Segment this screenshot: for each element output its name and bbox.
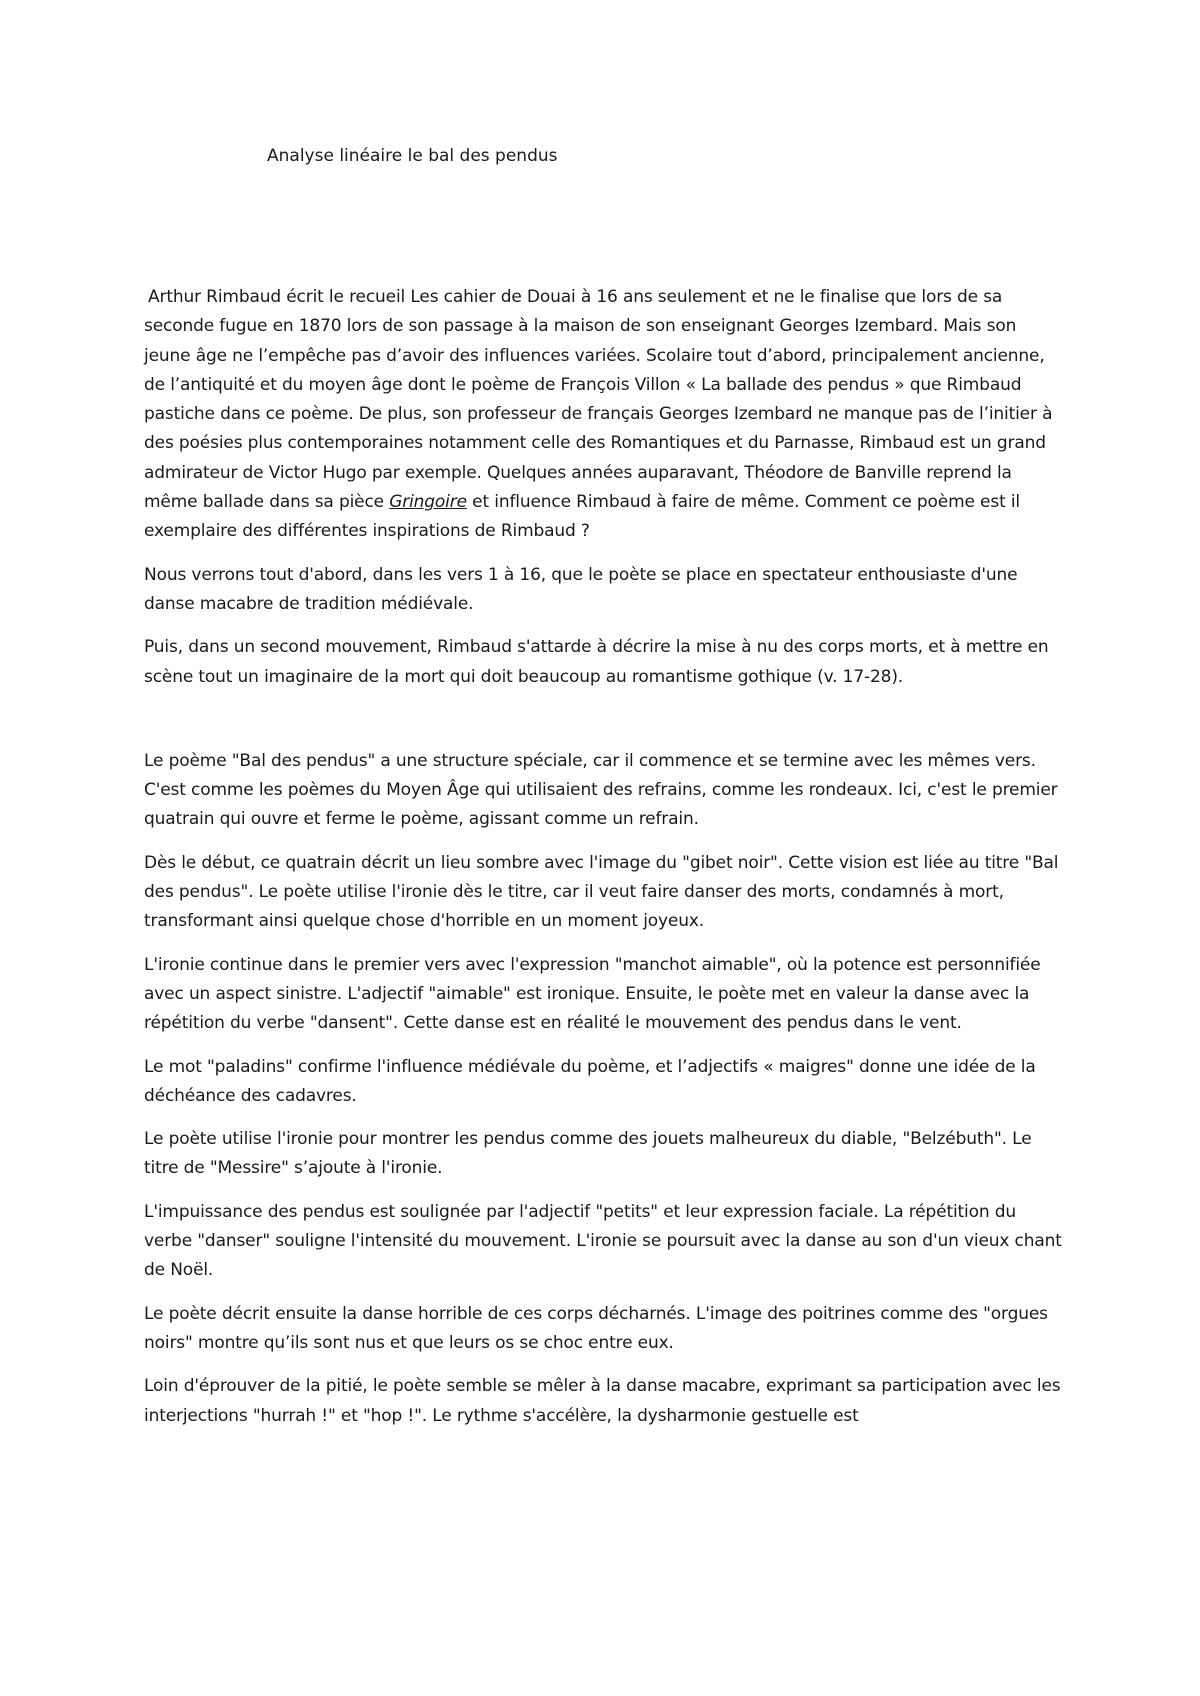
intro-text-start: Arthur Rimbaud écrit le recueil Les cahier de Douai à 16 ans seulement et ne le finalise que lors de sa seconde fugue en 1870 lors de son passage à la maison de son enseignant Georges Izembard. Mais son jeune âge ne l’empêche pas d’avoir des influences variées. Scolaire tout d’abord, principalement ancienne, de l’antiquité et du moyen âge dont le poème de François Villon « La ballade des pendus » que Rimbaud pastiche dans ce poème. De plus, son professeur de français Georges Izembard ne manque pas de l’initier à des poésies plus contemporaines notamment celle des Romantiques et du Parnasse, Rimbaud est un grand admirateur de Victor Hugo par exemple. Quelques années auparavant, Théodore de Banville reprend la même ballade dans sa pièce bbox=[144, 287, 1053, 513]
document-body bbox=[144, 283, 1064, 1431]
analysis-paragraph-1: Le poème "Bal des pendus" a une structure spéciale, car il commence et se termine avec les mêmes vers. C'est comme les poèmes du Moyen Âge qui utilisaient des refrains, comme les rondeaux. Ici, c'est le premier quatrain qui ouvre et ferme le poème, agissant comme un refrain. bbox=[144, 750, 1058, 830]
analysis-paragraph-8: Loin d'éprouver de la pitié, le poète semble se mêler à la danse macabre, exprimant sa participation avec les interjections "hurrah !" et "hop !". Le rythme s'accélère, la dysharmonie gestuelle est bbox=[144, 1376, 1061, 1426]
analysis-paragraph-2: Dès le début, ce quatrain décrit un lieu sombre avec l'image du "gibet noir". Cette vision est liée au titre "Bal des pendus". Le poète utilise l'ironie dès le titre, car il veut faire danser des morts, condamnés à mort, transformant ainsi quelque chose d'horrible en un moment joyeux. bbox=[144, 852, 1059, 932]
work-title-gringoire: Gringoire bbox=[389, 492, 467, 513]
analysis-paragraph-4: Le mot "paladins" confirme l'influence médiévale du poème, et l’adjectifs « maigres" donne une idée de la déchéance des cadavres. bbox=[144, 1056, 1036, 1106]
analysis-paragraph-3: L'ironie continue dans le premier vers avec l'expression "manchot aimable", où la potence est personnifiée avec un aspect sinistre. L'adjectif "aimable" est ironique. Ensuite, le poète met en valeur la danse avec la répétition du verbe "dansent". Cette danse est en réalité le mouvement des pendus dans le vent. bbox=[144, 954, 1041, 1034]
analysis-paragraph-6: L'impuissance des pendus est soulignée par l'adjectif "petits" et leur expression faciale. La répétition du verbe "danser" souligne l'intensité du mouvement. L'ironie se poursuit avec la danse au son d'un vieux chant de Noël. bbox=[144, 1201, 1062, 1281]
intro-text-end: et influence Rimbaud à faire de même. Comment ce poème est il exemplaire des différentes inspirations de Rimbaud ? bbox=[144, 492, 1020, 542]
plan-paragraph-2: Puis, dans un second mouvement, Rimbaud s'attarde à décrire la mise à nu des corps morts, et à mettre en scène tout un imaginaire de la mort qui doit beaucoup au romantisme gothique (v. 17-28). bbox=[144, 637, 1049, 687]
intro-paragraph bbox=[144, 283, 1064, 547]
analysis-paragraph-7: Le poète décrit ensuite la danse horrible de ces corps décharnés. L'image des poitrines comme des "orgues noirs" montre qu’ils sont nus et que leurs os se choc entre eux. bbox=[144, 1303, 1048, 1353]
analysis-paragraph-5: Le poète utilise l'ironie pour montrer les pendus comme des jouets malheureux du diable, "Belzébuth". Le titre de "Messire" s’ajoute à l'ironie. bbox=[144, 1129, 1032, 1179]
plan-paragraph-1: Nous verrons tout d'abord, dans les vers 1 à 16, que le poète se place en spectateur enthousiaste d'une danse macabre de tradition médiévale. bbox=[144, 564, 1018, 614]
page-title: Analyse linéaire le bal des pendus bbox=[267, 146, 558, 166]
